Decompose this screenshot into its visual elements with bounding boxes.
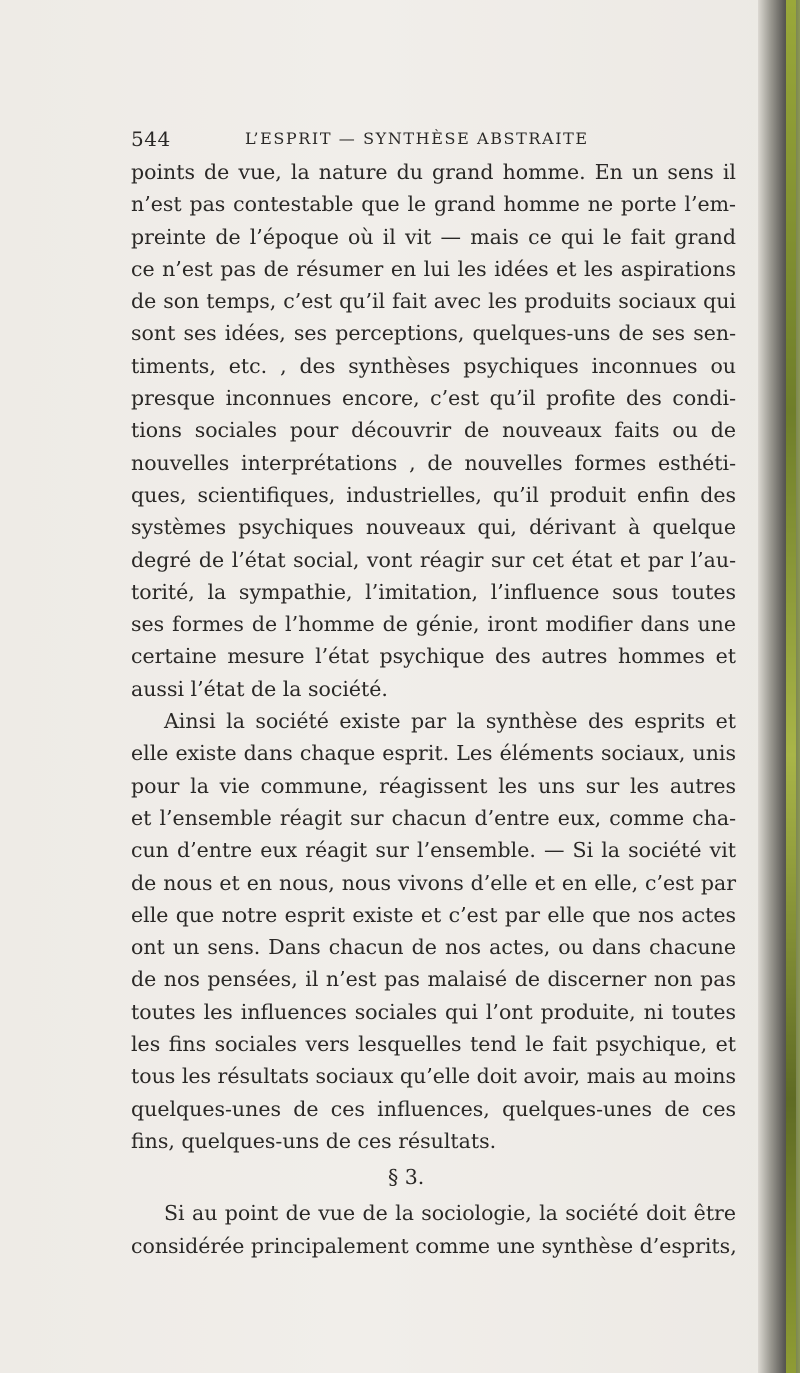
text-line: n’est pas contestable que le grand homme ne porte l’em- xyxy=(131,192,736,217)
text-line: ce n’est pas de résumer en lui les idées et les aspirations xyxy=(131,256,736,281)
text-line: systèmes psychiques nouveaux qui, dérivant à quelque xyxy=(131,515,736,540)
text-line: sont ses idées, ses perceptions, quelques-uns de ses sen- xyxy=(131,321,736,346)
page-number: 544 xyxy=(131,127,171,151)
text-line: elle que notre esprit existe et c’est par elle que nos actes xyxy=(131,902,736,927)
text-line: de nos pensées, il n’est pas malaisé de discerner non pas xyxy=(131,967,736,992)
text-line: degré de l’état social, vont réagir sur cet état et par l’au- xyxy=(131,547,736,572)
text-line: les fins sociales vers lesquelles tend le fait psychique, et xyxy=(131,1032,736,1057)
text-line: elle existe dans chaque esprit. Les éléments sociaux, unis xyxy=(131,741,736,766)
text-line: de son temps, c’est qu’il fait avec les produits sociaux qui xyxy=(131,289,736,314)
text-line: torité, la sympathie, l’imitation, l’influence sous toutes xyxy=(131,579,736,604)
body-text xyxy=(131,156,736,1262)
text-line: aussi l’état de la société. xyxy=(131,676,388,701)
text-line: considérée principalement comme une synthèse d’esprits, xyxy=(131,1233,737,1258)
text-line: ques, scientifiques, industrielles, qu’il produit enfin des xyxy=(131,482,736,507)
text-line: pour la vie commune, réagissent les uns sur les autres xyxy=(131,773,736,798)
text-line: fins, quelques-uns de ces résultats. xyxy=(131,1128,497,1153)
running-head xyxy=(131,127,731,151)
text-line: Si au point de vue de la sociologie, la société doit être xyxy=(164,1201,736,1226)
text-line: Ainsi la société existe par la synthèse des esprits et xyxy=(164,709,736,734)
text-line: tous les résultats sociaux qu’elle doit avoir, mais au moins xyxy=(131,1064,736,1089)
text-line: tions sociales pour découvrir de nouveaux faits ou de xyxy=(131,418,736,443)
text-line: timents, etc. , des synthèses psychiques inconnues ou xyxy=(131,353,736,378)
binding-edge xyxy=(786,0,796,1373)
section-heading: § 3. xyxy=(388,1165,425,1190)
text-line: nouvelles interprétations , de nouvelles formes esthéti- xyxy=(131,450,736,475)
text-line: et l’ensemble réagit sur chacun d’entre eux, comme cha- xyxy=(131,805,736,830)
text-line: quelques-unes de ces influences, quelques-unes de ces xyxy=(131,1096,736,1121)
running-head-title: L’ESPRIT — SYNTHÈSE ABSTRAITE xyxy=(245,129,589,148)
text-line: preinte de l’époque où il vit — mais ce qui le fait grand xyxy=(131,224,736,249)
text-line: points de vue, la nature du grand homme. En un sens il xyxy=(131,160,736,184)
text-line: ses formes de l’homme de génie, iront modifier dans une xyxy=(131,612,736,637)
text-line: de nous et en nous, nous vivons d’elle et en elle, c’est par xyxy=(131,870,736,895)
text-line: cun d’entre eux réagit sur l’ensemble. — Si la société vit xyxy=(131,838,736,863)
text-line: ont un sens. Dans chacun de nos actes, ou dans chacune xyxy=(131,935,736,960)
text-line: certaine mesure l’état psychique des autres hommes et xyxy=(131,644,736,669)
text-line: presque inconnues encore, c’est qu’il profite des condi- xyxy=(131,386,736,411)
text-line: toutes les influences sociales qui l’ont produite, ni toutes xyxy=(131,999,736,1024)
